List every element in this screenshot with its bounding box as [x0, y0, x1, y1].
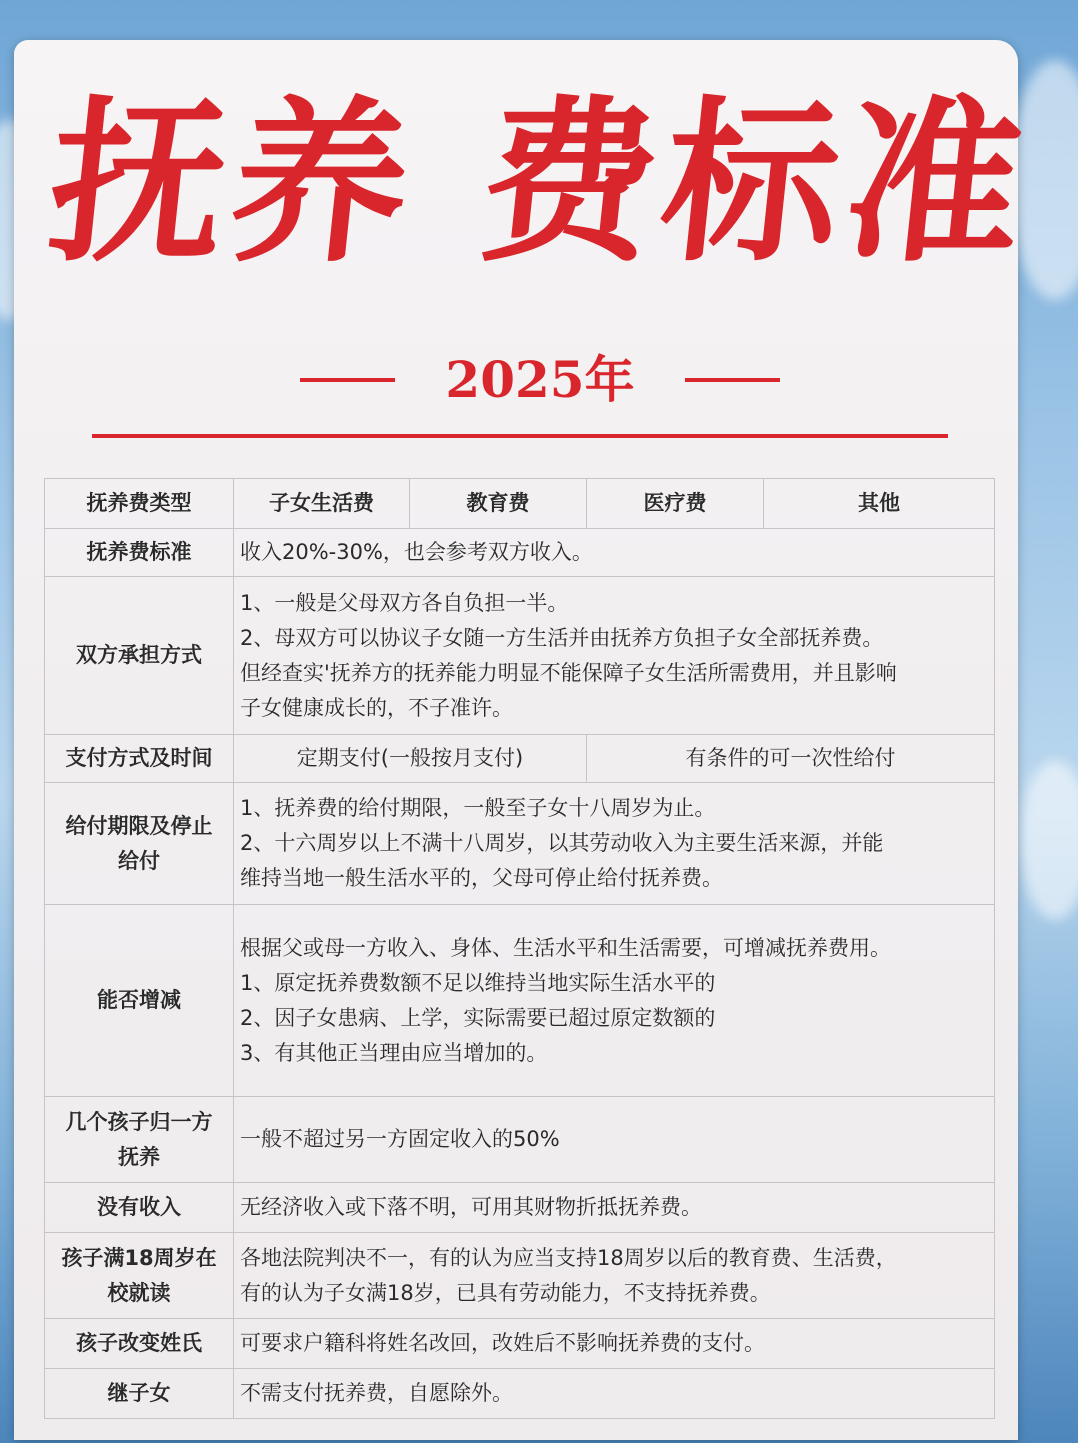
header-cell-living: 子女生活费: [234, 479, 410, 529]
row-label-stepchild: 继子女: [45, 1369, 234, 1419]
period-line-3: 维持当地一般生活水平的，父母可停止给付抚养费。: [240, 866, 723, 890]
row-value-share: [234, 577, 995, 735]
table-row: [45, 905, 995, 1097]
over18-line-2: 有的认为子女满18岁，已具有劳动能力，不支持抚养费。: [240, 1280, 771, 1305]
row-label-share: 双方承担方式: [45, 577, 234, 735]
table-row: [45, 1233, 995, 1319]
table-row: [45, 1097, 995, 1183]
page-title: 抚养 费标准: [39, 79, 1039, 286]
over18-label-2: 校就读: [107, 1280, 171, 1305]
share-line-4: 子女健康成长的，不子准许。: [240, 695, 513, 720]
standards-table: [44, 478, 995, 1419]
row-label-multiple: [45, 1097, 234, 1183]
row-label-standard: 抚养费标准: [45, 529, 234, 577]
table-row: [45, 1319, 995, 1369]
payment-regular: 定期支付(一般按月支付): [234, 735, 587, 783]
year-line-right: [685, 378, 780, 382]
row-label-period: [45, 783, 234, 905]
period-label-2: 给付: [118, 848, 160, 873]
header-cell-education: 教育费: [410, 479, 587, 529]
period-line-1: 1、抚养费的给付期限，一般至子女十八周岁为止。: [240, 796, 716, 820]
table-header-row: [45, 479, 995, 529]
header-cell-other: 其他: [764, 479, 995, 529]
row-value-multiple: 一般不超过另一方固定收入的50%: [234, 1097, 995, 1183]
row-label-over18: [45, 1233, 234, 1319]
row-value-period: [234, 783, 995, 905]
row-value-adjust: [234, 905, 995, 1097]
title-divider: [92, 434, 948, 438]
table-row: [45, 735, 995, 783]
share-line-3: 但经查实'抚养方的抚养能力明显不能保障子女生活所需费用，并且影响: [240, 660, 897, 685]
row-value-stepchild: 不需支付抚养费，自愿除外。: [234, 1369, 995, 1419]
over18-label-1: 孩子满18周岁在: [61, 1245, 217, 1270]
header-cell-type: 抚养费类型: [45, 479, 234, 529]
row-label-surname: 孩子改变姓氏: [45, 1319, 234, 1369]
table-row: [45, 1369, 995, 1419]
multiple-label-2: 抚养: [118, 1144, 160, 1169]
header-cell-medical: 医疗费: [587, 479, 764, 529]
period-line-2: 2、十六周岁以上不满十八周岁，以其劳动收入为主要生活来源，并能: [240, 831, 884, 855]
year-banner: [300, 350, 780, 410]
adjust-line-2: 1、原定抚养费数额不足以维持当地实际生活水平的: [240, 970, 716, 995]
table-row: [45, 783, 995, 905]
over18-line-1: 各地法院判决不一，有的认为应当支持18周岁以后的教育费、生活费，: [240, 1245, 897, 1270]
year-text: 2025年: [445, 350, 635, 409]
row-label-adjust: 能否增减: [45, 905, 234, 1097]
table-row: [45, 529, 995, 577]
share-line-1: 1、一般是父母双方各自负担一半。: [240, 590, 569, 615]
row-value-surname: 可要求户籍科将姓名改回，改姓后不影响抚养费的支付。: [234, 1319, 995, 1369]
period-label-1: 给付期限及停止: [65, 813, 213, 838]
row-value-over18: [234, 1233, 995, 1319]
row-value-standard: 收入20%-30%，也会参考双方收入。: [234, 529, 995, 577]
share-line-2: 2、母双方可以协议子女随一方生活并由抚养方负担子女全部抚养费。: [240, 625, 884, 650]
adjust-line-4: 3、有其他正当理由应当增加的。: [240, 1040, 548, 1065]
table-row: [45, 1183, 995, 1233]
adjust-line-1: 根据父或母一方收入、身体、生活水平和生活需要，可增减抚养费用。: [240, 935, 891, 960]
row-label-payment: 支付方式及时间: [45, 735, 234, 783]
table-row: [45, 577, 995, 735]
row-label-noincome: 没有收入: [45, 1183, 234, 1233]
adjust-line-3: 2、因子女患病、上学，实际需要已超过原定数额的: [240, 1005, 716, 1030]
payment-lump: 有条件的可一次性给付: [587, 735, 995, 783]
multiple-label-1: 几个孩子归一方: [65, 1109, 213, 1134]
row-value-noincome: 无经济收入或下落不明，可用其财物折抵抚养费。: [234, 1183, 995, 1233]
